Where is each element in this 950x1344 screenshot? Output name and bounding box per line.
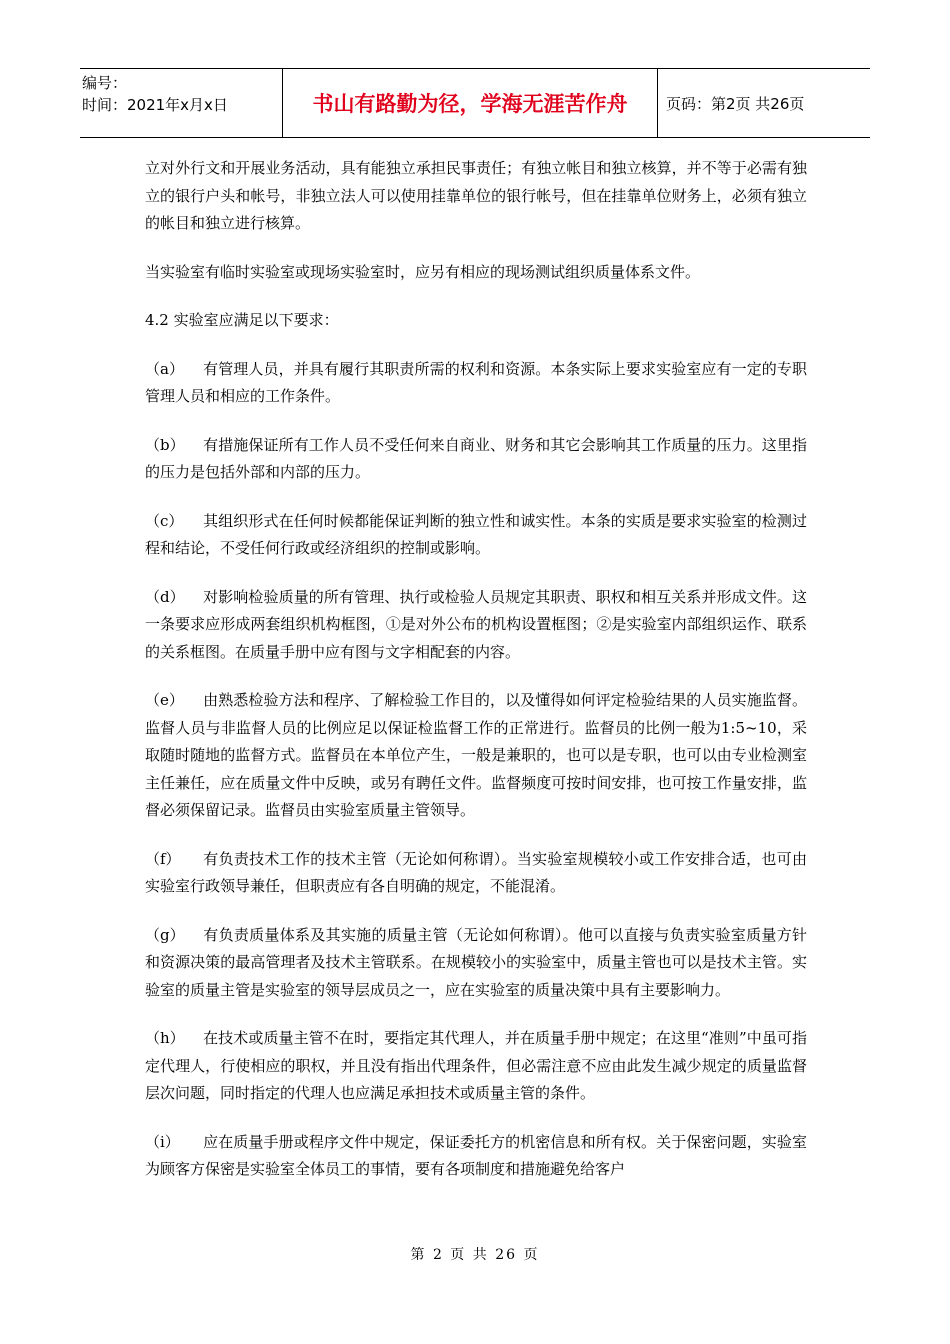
item-label: （f） [145,849,181,868]
paragraph-text: 4.2 实验室应满足以下要求： [145,311,339,329]
document-number-label: 编号： [82,74,128,92]
list-item [145,508,807,563]
list-item [145,1025,807,1108]
item-label: （g） [145,925,185,944]
list-item [145,432,807,487]
item-label: （i） [145,1132,180,1151]
item-label: （d） [145,587,185,606]
list-item [145,922,807,1005]
list-item [145,687,807,825]
item-label: （b） [145,435,185,454]
document-body [145,155,807,1203]
page-footer: 第 2 页 共 26 页 [410,1247,540,1263]
list-item [145,356,807,411]
item-label: （h） [145,1029,185,1047]
page-header [80,68,870,138]
item-text: 有措施保证所有工作人员不受任何来自商业、财务和其它会影响其工作质量的压力。这里指的压力是包括外部和内部的压力。 [145,435,807,481]
item-label: （c） [145,511,184,530]
header-meta [80,69,283,137]
paragraph-text: 立对外行文和开展业务活动，具有能独立承担民事责任；有独立帐目和独立核算，并不等于必需有独立的银行户头和帐号，非独立法人可以使用挂靠单位的银行帐号，但在挂靠单位财务上，必须有独立的帐目和独立进行核算。 [145,159,807,232]
header-motto: 书山有路勤为径，学海无涯苦作舟 [283,69,658,137]
item-text: 由熟悉检验方法和程序、了解检验工作目的，以及懂得如何评定检验结果的人员实施监督。监督人员与非监督人员的比例应足以保证检监督工作的正常进行。监督员的比例一般为1:5~10，采取随时随地的监督方式。监督员在本单位产生，一般是兼职的，也可以是专职，也可以由专业检测室主任兼任，应在质量文件中反映，或另有聘任文件。监督频度可按时间安排，也可按工作量安排，监督必须保留记录。监督员由实验室质量主管领导。 [145,691,807,819]
item-text: 对影响检验质量的所有管理、执行或检验人员规定其职责、职权和相互关系并形成文件。这一条要求应形成两套组织机构框图，①是对外公布的机构设置框图；②是实验室内部组织运作、联系的关系框图。在质量手册中应有图与文字相配套的内容。 [145,587,807,661]
list-item [145,1129,807,1184]
item-text: 其组织形式在任何时候都能保证判断的独立性和诚实性。本条的实质是要求实验室的检测过程和结论，不受任何行政或经济组织的控制或影响。 [145,511,807,557]
list-item [145,584,807,667]
header-page-info: 页码：第2页 共26页 [666,94,805,113]
item-text: 在技术或质量主管不在时，要指定其代理人，并在质量手册中规定；在这里“准则”中虽可指定代理人，行使相应的职权，并且没有指出代理条件，但必需注意不应由此发生减少规定的质量监督层次问题，同时指定的代理人也应满足承担技术或质量主管的条件。 [145,1029,807,1102]
list-item [145,846,807,901]
item-label: （a） [145,359,184,378]
item-text: 有负责技术工作的技术主管（无论如何称谓）。当实验室规模较小或工作安排合适，也可由实验室行政领导兼任，但职责应有各自明确的规定，不能混淆。 [145,849,807,895]
paragraph [145,155,807,238]
section-heading [145,307,807,335]
item-text: 有管理人员，并具有履行其职责所需的权利和资源。本条实际上要求实验室应有一定的专职管理人员和相应的工作条件。 [145,359,807,405]
item-text: 有负责质量体系及其实施的质量主管（无论如何称谓）。他可以直接与负责实验室质量方针和资源决策的最高管理者及技术主管联系。在规模较小的实验室中，质量主管也可以是技术主管。实验室的质量主管是实验室的领导层成员之一，应在实验室的质量决策中具有主要影响力。 [145,925,807,999]
document-date: 时间：2021年x月x日 [82,96,228,114]
paragraph [145,259,807,287]
paragraph-text: 当实验室有临时实验室或现场实验室时，应另有相应的现场测试组织质量体系文件。 [145,262,701,281]
item-text: 应在质量手册或程序文件中规定，保证委托方的机密信息和所有权。关于保密问题，实验室为顾客方保密是实验室全体员工的事情，要有各项制度和措施避免给客户 [145,1132,807,1178]
item-label: （e） [145,691,184,709]
